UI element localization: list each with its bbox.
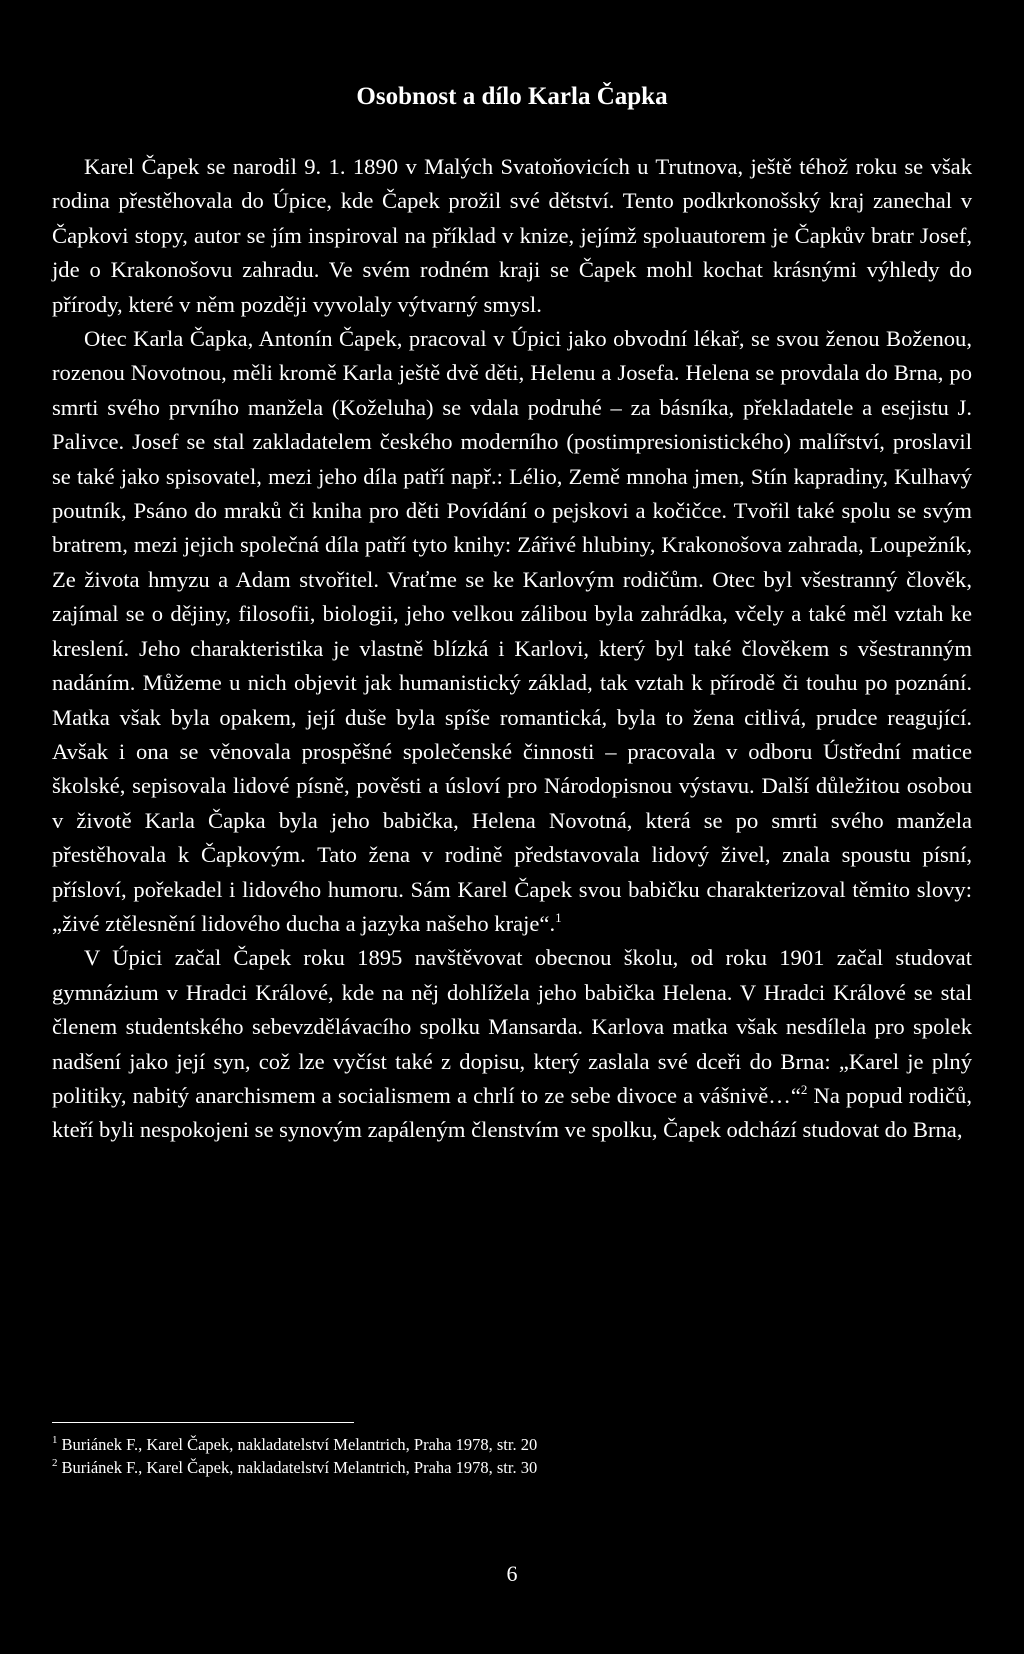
page-number: 6	[506, 1561, 518, 1586]
page-title: Osobnost a dílo Karla Čapka	[356, 83, 668, 110]
footnote-mark: 1	[52, 1434, 58, 1446]
paragraph-3	[52, 941, 972, 1147]
footnote-reference-1: 1	[555, 909, 562, 925]
footnote-text: Buriánek F., Karel Čapek, nakladatelství Melantrich, Praha 1978, str. 30	[61, 1458, 538, 1477]
paragraph-2	[52, 322, 972, 941]
paragraph-text: Otec Karla Čapka, Antonín Čapek, pracoval v Úpici jako obvodní lékař, se svou ženou Boženou, rozenou Novotnou, měli kromě Karla ještě dvě děti, Helenu a Josefa. Helena se provdala do Brna, po smrti svého prvního manžela (Koželuha) se vdala podruhé – za básníka, překladatele a esejistu J. Palivce. Josef se stal zakladatelem českého moderního (postimpresionistického) malířství, proslavil se také jako spisovatel, mezi jeho díla patří např.: Lélio, Země mnoha jmen, Stín kapradiny, Kulhavý poutník, Psáno do mraků či kniha pro děti Povídání o pejskovi a kočičce. Tvořil také spolu se svým bratrem, mezi jejich společná díla patří tyto knihy: Zářivé hlubiny, Krakonošova zahrada, Loupežník, Ze života hmyzu a Adam stvořitel. Vraťme se ke Karlovým rodičům. Otec byl všestranný člověk, zajímal se o dějiny, filosofii, biologii, jeho velkou zálibou byla zahrádka, včely a také měl vztah ke kreslení. Jeho charakteristika je vlastně blízká i Karlovi, který byl také člověkem s všestranným nadáním. Můžeme u nich objevit jak humanistický základ, tak vztah k přírodě či touhu po poznání. Matka však byla opakem, její duše byla spíše romantická, byla to žena citlivá, prudce reagující. Avšak i ona se věnovala prospěšné společenské činnosti – pracovala v odboru Ústřední matice školské, sepisovala lidové písně, pověsti a úsloví pro Národopisnou výstavu. Další důležitou osobou v životě Karla Čapka byla jeho babička, Helena Novotná, která se po smrti svého manžela přestěhovala k Čapkovým. Tato žena v rodině představovala lidový živel, znala spoustu písní, přísloví, pořekadel i lidového humoru. Sám Karel Čapek svou babičku charakterizoval těmito slovy: „živé ztělesnění lidového ducha a jazyka našeho kraje“.	[52, 326, 972, 936]
paragraph-text: V Úpici začal Čapek roku 1895 navštěvovat obecnou školu, od roku 1901 začal studovat gymnázium v Hradci Králové, kde na něj dohlížela jeho babička Helena. V Hradci Králové se stal členem studentského sebevzdělávacího spolku Mansarda. Karlova matka však nesdílela pro spolek nadšení jako její syn, což lze vyčíst také z dopisu, který zaslala své dceři do Brna: „Karel je plný politiky, nabitý anarchismem a socialismem a chrlí to ze sebe divoce a vášnivě…“	[52, 945, 972, 1108]
footnote-separator	[52, 1422, 354, 1423]
paragraph-text: Karel Čapek se narodil 9. 1. 1890 v Malých Svatoňovicích u Trutnova, ještě téhož roku se však rodina přestěhovala do Úpice, kde Čapek prožil své dětství. Tento podkrkonošský kraj zanechal v Čapkovi stopy, autor se jím inspiroval na příklad v knize, jejímž spoluautorem je Čapkův bratr Josef, jde o Krakonošovu zahradu. Ve svém rodném kraji se Čapek mohl kochat krásnými výhledy do přírody, které v něm později vyvolaly výtvarný smysl.	[52, 154, 972, 317]
footnote-reference-2: 2	[800, 1081, 808, 1097]
footnote-mark: 2	[52, 1457, 58, 1469]
paragraph-text-continued: Na popud rodičů, kteří byli nespokojeni se synovým zapáleným členstvím ve spolku, Čapek odchází studovat do Brna,	[52, 1082, 972, 1143]
footnote-1	[52, 1433, 972, 1456]
footnotes	[52, 1433, 972, 1479]
body-text	[52, 150, 972, 1148]
footnote-text: Buriánek F., Karel Čapek, nakladatelství Melantrich, Praha 1978, str. 20	[61, 1435, 538, 1454]
footnote-2	[52, 1456, 972, 1479]
document-page	[52, 0, 972, 1654]
paragraph-1	[52, 150, 972, 322]
